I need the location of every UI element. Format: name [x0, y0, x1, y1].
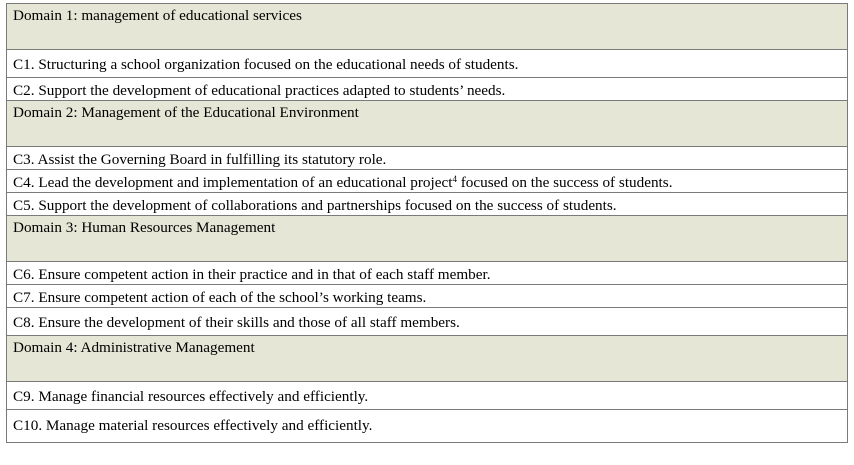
competency-c6: C6. Ensure competent action in their practice and in that of each staff member. — [7, 262, 848, 285]
competency-c1: C1. Structuring a school organization focused on the educational needs of students. — [7, 50, 848, 78]
competency-c2: C2. Support the development of educational practices adapted to students’ needs. — [7, 78, 848, 101]
table-row — [7, 285, 848, 308]
competency-c3: C3. Assist the Governing Board in fulfilling its statutory role. — [7, 147, 848, 170]
competency-c9: C9. Manage financial resources effectively and efficiently. — [7, 382, 848, 410]
competency-c8: C8. Ensure the development of their skills and those of all staff members. — [7, 308, 848, 336]
table-row — [7, 410, 848, 443]
table-row — [7, 78, 848, 101]
competency-c4-text-before: C4. Lead the development and implementation of an educational project — [13, 174, 453, 191]
table-row — [7, 308, 848, 336]
competencies-table — [6, 3, 848, 443]
domain-header-row — [7, 4, 848, 50]
domain-header-row — [7, 101, 848, 147]
domain-4-title: Domain 4: Administrative Management — [7, 336, 848, 382]
competency-c4-text-after: focused on the success of students. — [456, 174, 673, 191]
footnote-marker: 4 — [452, 174, 457, 184]
competency-c10: C10. Manage material resources effectively and efficiently. — [7, 410, 848, 443]
competency-c7: C7. Ensure competent action of each of the school’s working teams. — [7, 285, 848, 308]
competency-c5: C5. Support the development of collaborations and partnerships focused on the success of students. — [7, 193, 848, 216]
table-row — [7, 50, 848, 78]
table-row — [7, 193, 848, 216]
table-row — [7, 262, 848, 285]
domain-header-row — [7, 336, 848, 382]
table-row — [7, 147, 848, 170]
domain-2-title: Domain 2: Management of the Educational Environment — [7, 101, 848, 147]
domain-1-title: Domain 1: management of educational services — [7, 4, 848, 50]
domain-3-title: Domain 3: Human Resources Management — [7, 216, 848, 262]
table-row — [7, 382, 848, 410]
domain-header-row — [7, 216, 848, 262]
table-row — [7, 170, 848, 193]
competency-c4 — [7, 170, 848, 193]
